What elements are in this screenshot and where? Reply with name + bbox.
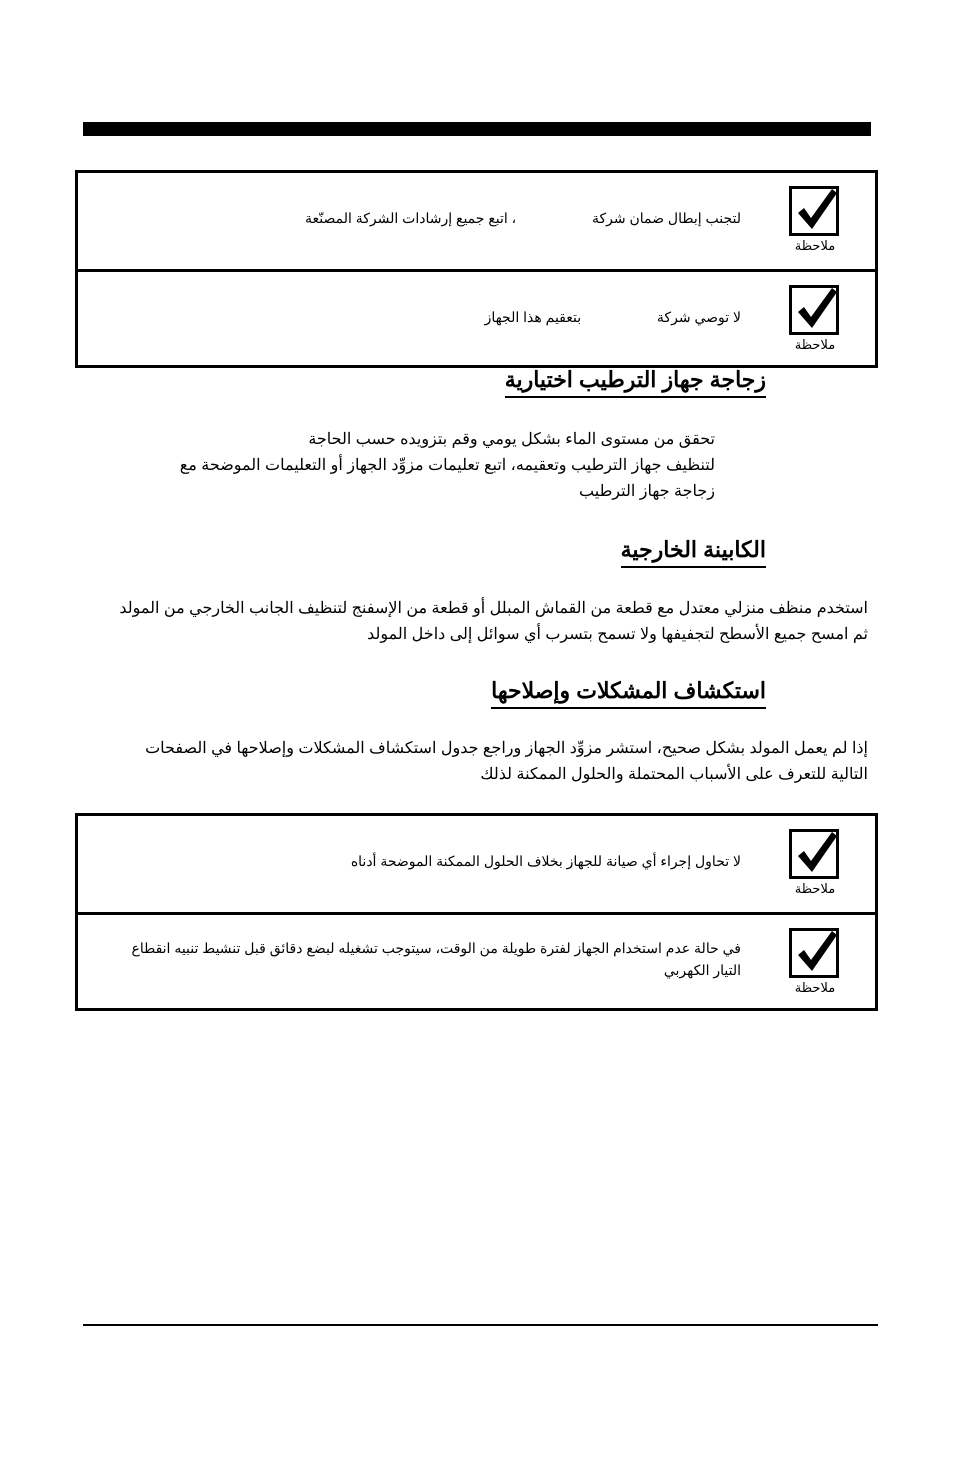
section-title-cabinet: الكابينة الخارجية — [621, 536, 766, 568]
section-body-cabinet — [78, 596, 868, 648]
checkmark-icon — [794, 927, 840, 977]
note-label: ملاحظة — [794, 882, 836, 897]
paragraph-line: لتنظيف جهاز الترطيب وتعقيمه، اتبع تعليمات مزوِّد الجهاز أو التعليمات الموضحة مع — [179, 457, 715, 474]
header-rule — [83, 122, 871, 136]
paragraph-line: استخدم منظف منزلي معتدل مع قطعة من القماش المبلل أو قطعة من الإسفنج لتنظيف الجانب الخارجي من المولد — [119, 600, 868, 617]
section-body-troubleshooting — [78, 736, 868, 788]
note-label: ملاحظة — [794, 338, 836, 353]
note-icon — [785, 928, 845, 1000]
note-icon — [785, 186, 845, 258]
note-icon — [785, 285, 845, 357]
checkbox-icon — [789, 285, 839, 335]
note-label: ملاحظة — [794, 981, 836, 996]
note-text: في حالة عدم استخدام الجهاز لفترة طويلة من الوقت، سيتوجب تشغيله لبضع دقائق قبل تنشيط تنبيه انقطاع التيار الكهربي — [131, 940, 741, 978]
checkbox-icon — [789, 186, 839, 236]
checkmark-icon — [794, 185, 840, 235]
section-title-troubleshooting: استكشاف المشكلات وإصلاحها — [491, 677, 766, 709]
note-text-part1: لا توصي شركة — [656, 309, 741, 325]
footer-rule — [83, 1324, 878, 1326]
paragraph-line: التالية للتعرف على الأسباب المحتملة والحلول الممكنة لذلك — [480, 766, 868, 783]
note-text-part1: لتجنب إبطال ضمان شركة — [591, 210, 741, 226]
paragraph-line: ثم امسح جميع الأسطح لتجفيفها ولا تسمح بتسرب أي سوائل إلى داخل المولد — [367, 626, 868, 643]
note-row-power-alarm — [78, 912, 875, 1008]
checkbox-icon — [789, 928, 839, 978]
top-note-table — [75, 170, 878, 368]
note-text-part2: ، اتبع جميع إرشادات الشركة المصنّعة — [304, 210, 517, 226]
checkbox-icon — [789, 829, 839, 879]
section-title-humidifier: زجاجة جهاز الترطيب اختيارية — [505, 366, 766, 398]
note-text: لا تحاول إجراء أي صيانة للجهاز بخلاف الحلول الممكنة الموضحة أدناه — [350, 853, 741, 869]
note-label: ملاحظة — [794, 239, 836, 254]
paragraph-line: تحقق من مستوى الماء بشكل يومي وقم بتزويده حسب الحاجة — [308, 431, 715, 448]
note-icon — [785, 829, 845, 901]
note-row-sterilize — [78, 269, 875, 365]
paragraph-line: إذا لم يعمل المولد بشكل صحيح، استشر مزوِّد الجهاز وراجع جدول استكشاف المشكلات وإصلاحها في الصفحات — [145, 740, 868, 757]
note-row-maintenance — [78, 816, 875, 912]
section-body-humidifier — [75, 427, 715, 505]
note-text-part2: بتعقيم هذا الجهاز — [484, 309, 582, 325]
checkmark-icon — [794, 284, 840, 334]
note-row-warranty — [78, 173, 875, 269]
paragraph-line: زجاجة جهاز الترطيب — [579, 483, 715, 500]
note-text — [485, 306, 741, 328]
note-text — [305, 207, 741, 229]
bottom-note-table — [75, 813, 878, 1011]
checkmark-icon — [794, 828, 840, 878]
